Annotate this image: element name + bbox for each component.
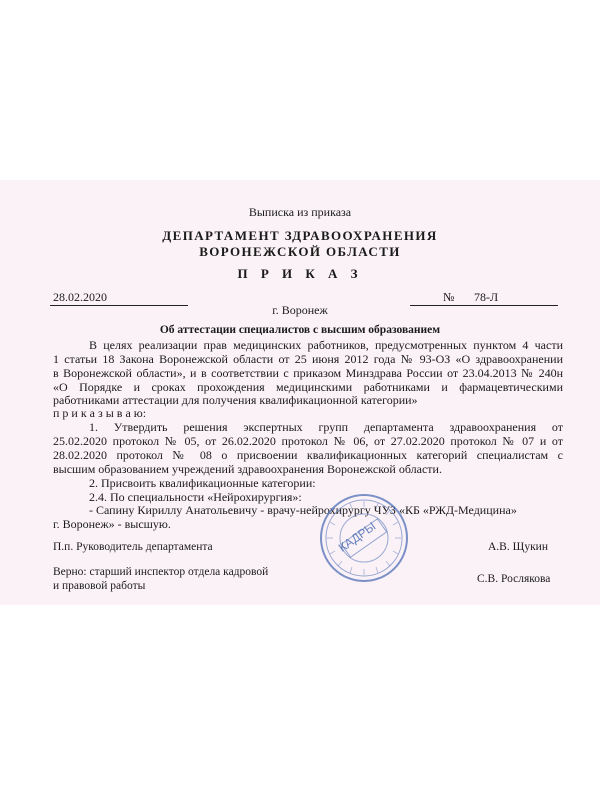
item2-4-text: 2.4. По специальности «Нейрохирургия»: (89, 490, 302, 504)
head-name: А.В. Щукин (488, 541, 548, 553)
order-city: г. Воронеж (272, 303, 328, 317)
item1-line: 25.02.2020 протокол № 05, от 26.02.2020 протокол № 06, от 27.02.2020 протокол № 07 и от (53, 434, 563, 448)
department-name-line1: ДЕПАРТАМЕНТ ЗДРАВООХРАНЕНИЯ (162, 228, 438, 243)
order-subject: Об аттестации специалистов с высшим образованием (159, 324, 441, 336)
preamble-line: В целях реализации прав медицинских работников, предусмотренных пунктом 4 части (89, 338, 563, 352)
assignment-line: г. Воронеж» - высшую. (53, 517, 171, 531)
assignment-line: - Сапину Кириллу Анатольевичу - врачу-нейрохирургу ЧУЗ «КБ «РЖД-Медицина» (89, 503, 517, 517)
document-caption: Выписка из приказа (248, 205, 352, 219)
stamp-center-text: КАДРЫ (335, 519, 379, 555)
head-title: П.п. Руководитель департамента (53, 541, 213, 553)
order-date: 28.02.2020 (53, 290, 107, 304)
verified-name: С.В. Рослякова (477, 573, 551, 585)
order-number: 78-Л (474, 290, 499, 304)
preamble-line: «О Порядке и сроках прохождения медицинскими работниками и фармацевтическими (53, 380, 563, 394)
order-number-sign: № (443, 290, 455, 304)
item1-line: 1. Утвердить решения экспертных групп департамента здравоохранения от (89, 420, 563, 434)
preamble-line: 1 статьи 18 Закона Воронежской области от 25 июня 2012 года № 93-ОЗ «О здравоохранении (53, 352, 563, 366)
verified-title-line2: и правовой работы (53, 580, 146, 592)
preamble-line: работниками аттестации для получения квалификационной категории» (53, 393, 418, 407)
preamble-line: в Воронежской области», и в соответствии с приказом Минздрава России от 23.04.2013 № 240н (53, 366, 563, 380)
number-underline (410, 305, 558, 306)
item2-text: 2. Присвоить квалификационные категории: (89, 476, 316, 490)
department-name-line2: ВОРОНЕЖСКОЙ ОБЛАСТИ (199, 244, 401, 259)
order-title: П Р И К А З (237, 266, 363, 281)
item1-line: высшим образованием учреждений здравоохранения Воронежской области. (53, 462, 442, 476)
order-word: п р и к а з ы в а ю: (53, 406, 147, 420)
verified-title-line1: Верно: старший инспектор отдела кадровой (53, 566, 269, 578)
item1-line: 28.02.2020 протокол № 08 о присвоении квалификационных категорий специалистам с (53, 448, 563, 462)
